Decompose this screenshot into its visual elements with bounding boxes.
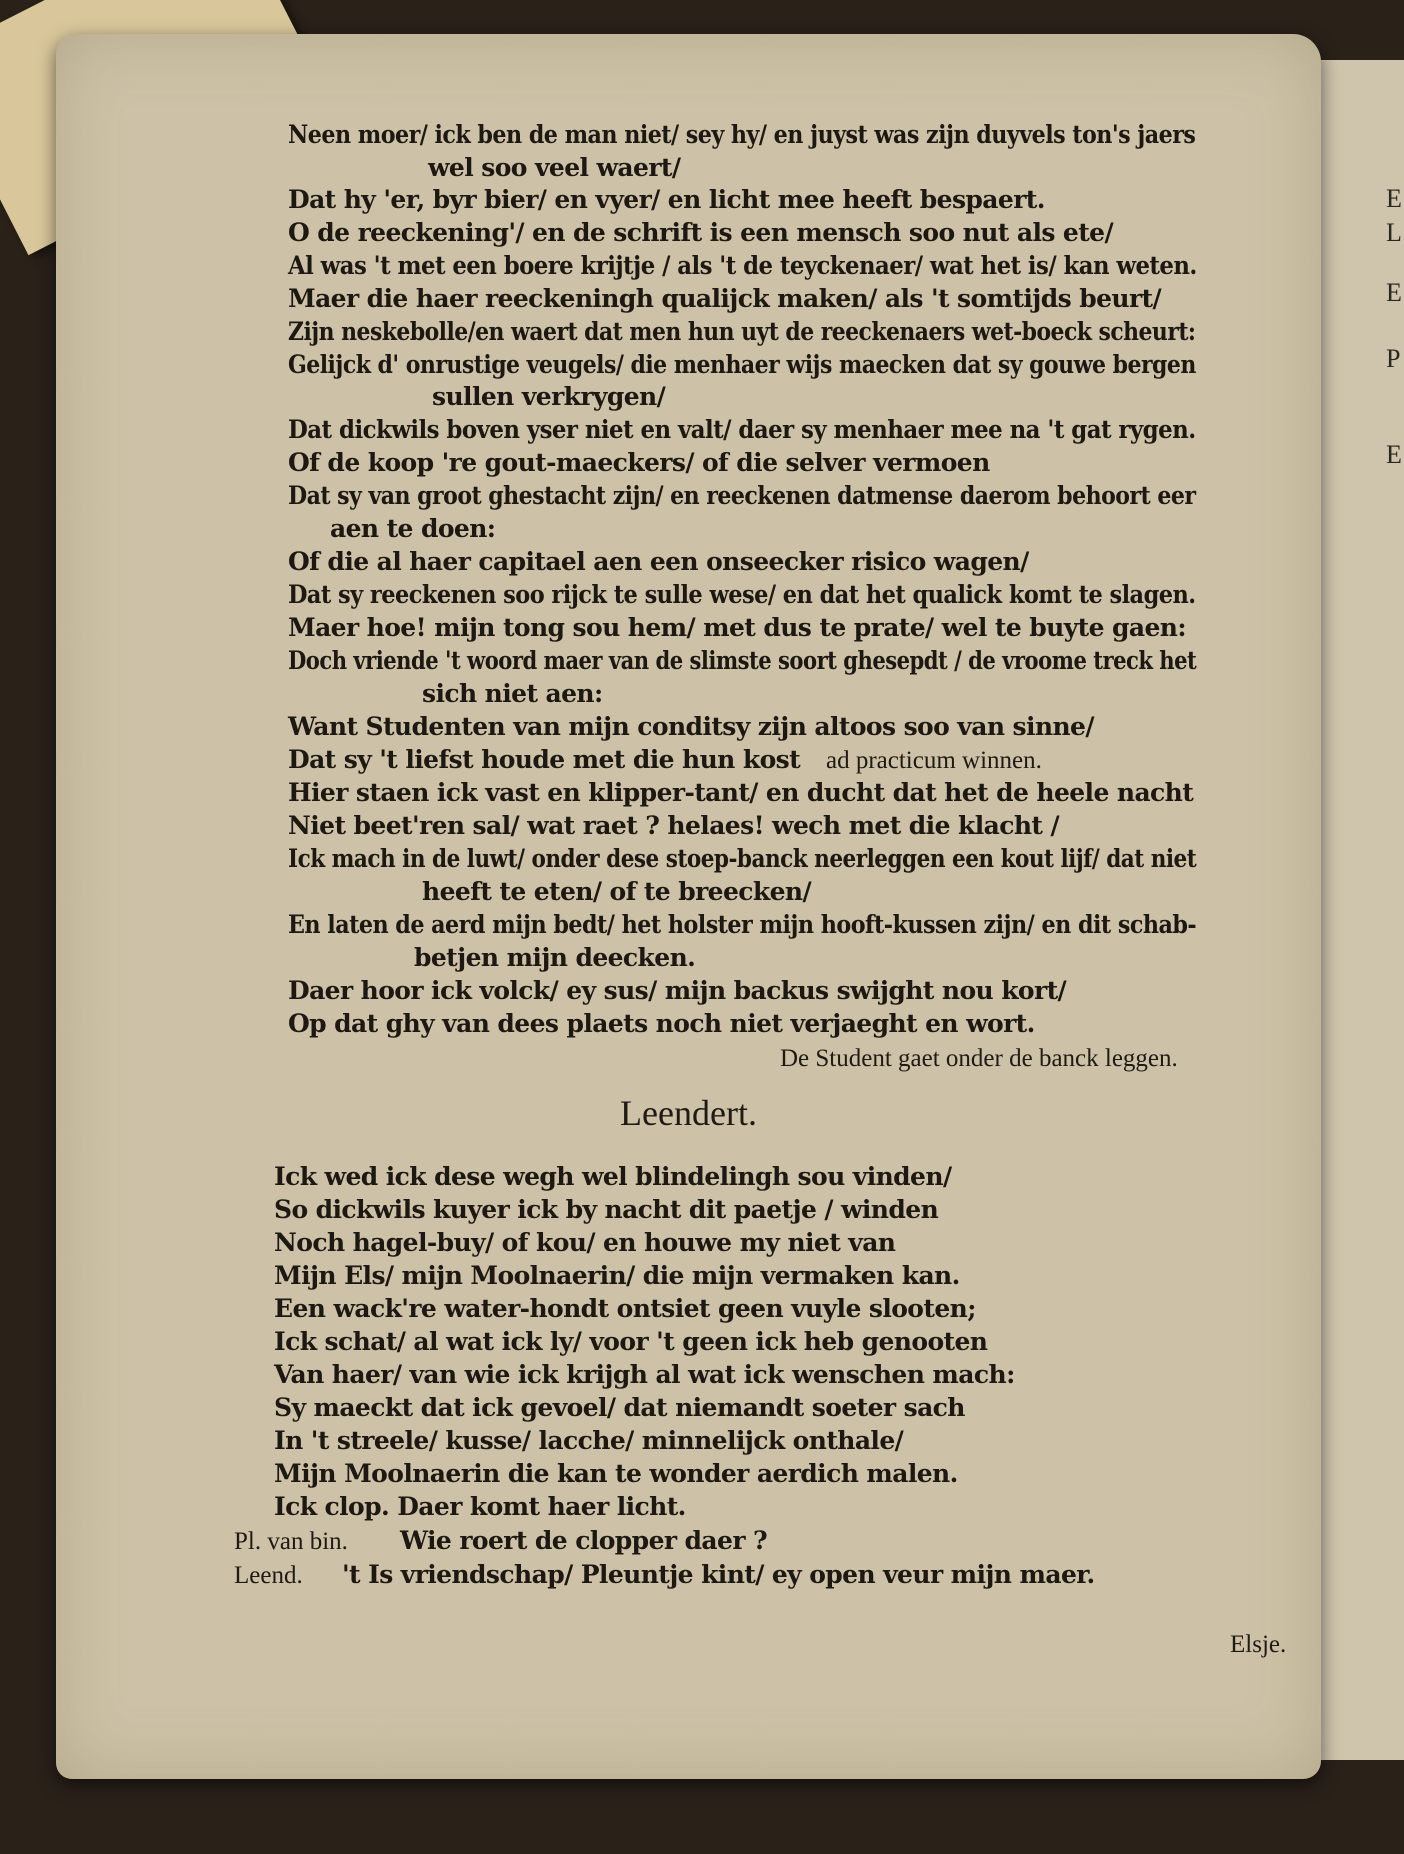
side-letter: E bbox=[1386, 184, 1402, 213]
verse-line: Ick wed ick dese wegh wel blindelingh sou vinden/ bbox=[274, 1162, 952, 1191]
side-letter: P bbox=[1386, 344, 1401, 373]
speaker-heading: Leendert. bbox=[620, 1093, 757, 1133]
catchword: Elsje. bbox=[1230, 1631, 1287, 1658]
verse-line: Ick clop. Daer komt haer licht. bbox=[274, 1492, 686, 1521]
verse-line: aen te doen: bbox=[330, 514, 496, 543]
verse-line: Niet beet'ren sal/ wat raet ? helaes! wech met die klacht / bbox=[288, 811, 1059, 840]
verse-line: Mijn Els/ mijn Moolnaerin/ die mijn vermaken kan. bbox=[274, 1261, 960, 1290]
verse-line: Dat dickwils boven yser niet en valt/ daer sy menhaer mee na 't gat rygen. bbox=[288, 415, 1196, 444]
verse-line: Zijn neskebolle/en waert dat men hun uyt de reeckenaers wet-boeck scheurt: bbox=[288, 317, 1196, 346]
verse-line: En laten de aerd mijn bedt/ het holster mijn hooft-kussen zijn/ en dit schab- bbox=[288, 910, 1197, 939]
verse-line: Maer die haer reeckeningh qualijck maken/ als 't somtijds beurt/ bbox=[288, 284, 1162, 313]
verse-line: betjen mijn deecken. bbox=[414, 943, 696, 972]
side-letter: L bbox=[1386, 218, 1402, 247]
verse-line: Een wack're water-hondt ontsiet geen vuyle slooten; bbox=[274, 1294, 976, 1323]
verse-line: In 't streele/ kusse/ lacche/ minnelijck onthale/ bbox=[274, 1426, 904, 1455]
verse-line: Dat sy reeckenen soo rijck te sulle wese/ en dat het qualick komt te slagen. bbox=[288, 580, 1196, 609]
verse-line: Sy maeckt dat ick gevoel/ dat niemandt soeter sach bbox=[274, 1393, 965, 1422]
verse-line: Mijn Moolnaerin die kan te wonder aerdich malen. bbox=[274, 1459, 958, 1488]
verse-line: Noch hagel-buy/ of kou/ en houwe my niet van bbox=[274, 1228, 896, 1257]
verse-line: Van haer/ van wie ick krijgh al wat ick wenschen mach: bbox=[274, 1360, 1015, 1389]
verse-line: Of die al haer capitael aen een onseecker risico wagen/ bbox=[288, 547, 1029, 576]
verse-line: Hier staen ick vast en klipper-tant/ en ducht dat het de heele nacht bbox=[288, 778, 1194, 807]
verse-line: sich niet aen: bbox=[422, 679, 603, 708]
speaker-label: Pl. van bin. bbox=[234, 1528, 348, 1555]
verse-line: Daer hoor ick volck/ ey sus/ mijn backus swijght nou kort/ bbox=[288, 976, 1067, 1005]
verse-line: Want Studenten van mijn conditsy zijn altoos soo van sinne/ bbox=[288, 712, 1094, 741]
verse-line: sullen verkrygen/ bbox=[432, 382, 666, 411]
verse-line: Doch vriende 't woord maer van de slimste soort ghesepdt / de vroome treck het bbox=[288, 646, 1197, 675]
dialogue-line: 't Is vriendschap/ Pleuntje kint/ ey open veur mijn maer. bbox=[342, 1560, 1095, 1589]
book-page bbox=[56, 34, 1321, 1779]
verse-line: Op dat ghy van dees plaets noch niet verjaeght en wort. bbox=[288, 1009, 1035, 1038]
verse-line: Of de koop 're gout-maeckers/ of die selver vermoen bbox=[288, 448, 990, 477]
side-letter: E bbox=[1386, 278, 1402, 307]
verse-line: Dat sy 't liefst houde met die hun kost bbox=[288, 745, 801, 774]
verse-line: Ick mach in de luwt/ onder dese stoep-banck neerleggen een kout lijf/ dat niet bbox=[288, 844, 1197, 873]
verse-line: heeft te eten/ of te breecken/ bbox=[422, 877, 812, 906]
verse-line: Al was 't met een boere krijtje / als 't de teyckenaer/ wat het is/ kan weten. bbox=[288, 251, 1197, 280]
verse-line: So dickwils kuyer ick by nacht dit paetje / winden bbox=[274, 1195, 939, 1224]
verse-line: O de reeckening'/ en de schrift is een mensch soo nut als ete/ bbox=[288, 218, 1114, 247]
dialogue-line: Wie roert de clopper daer ? bbox=[400, 1526, 768, 1555]
stage-direction: De Student gaet onder de banck leggen. bbox=[780, 1045, 1178, 1072]
speaker-label: Leend. bbox=[234, 1562, 303, 1589]
latin-phrase: ad practicum winnen. bbox=[826, 747, 1042, 774]
verse-line: Dat sy van groot ghestacht zijn/ en reeckenen datmense daerom behoort eer bbox=[288, 481, 1196, 510]
verse-line: Ick schat/ al wat ick ly/ voor 't geen ick heb genooten bbox=[274, 1327, 988, 1356]
side-letter: E bbox=[1386, 440, 1402, 469]
verse-line: Maer hoe! mijn tong sou hem/ met dus te prate/ wel te buyte gaen: bbox=[288, 613, 1187, 642]
verse-line: Dat hy 'er, byr bier/ en vyer/ en licht mee heeft bespaert. bbox=[288, 185, 1045, 214]
verse-line: Neen moer/ ick ben de man niet/ sey hy/ en juyst was zijn duyvels ton's jaers bbox=[288, 120, 1196, 149]
verse-line: wel soo veel waert/ bbox=[428, 153, 681, 182]
verse-line: Gelijck d' onrustige veugels/ die menhaer wijs maecken dat sy gouwe bergen bbox=[288, 350, 1196, 379]
